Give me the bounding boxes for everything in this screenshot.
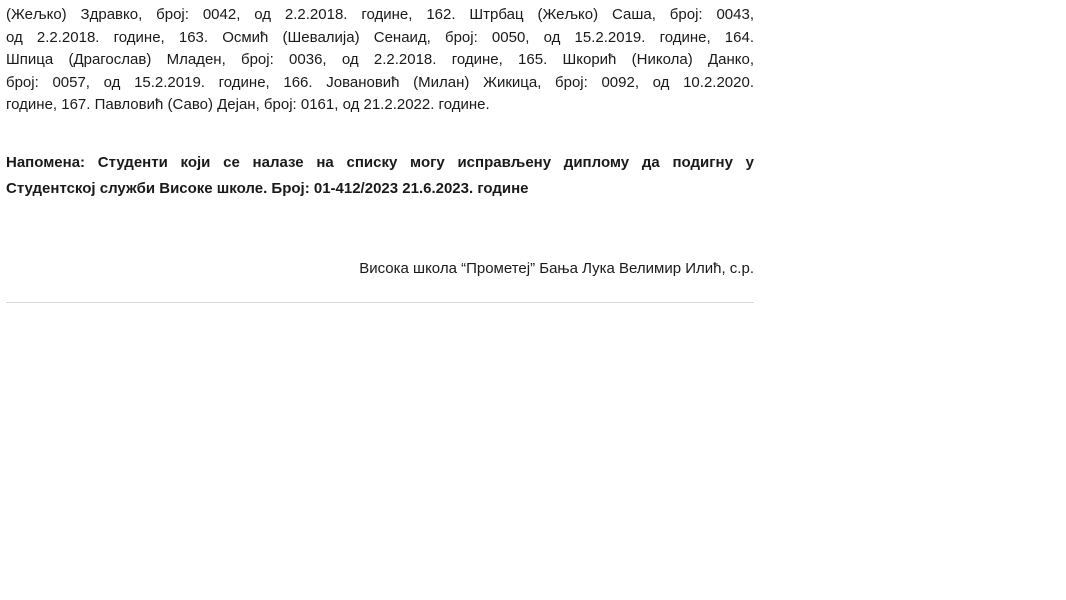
note-paragraph [6, 150, 754, 202]
paragraph-line: (Жељко) Здравко, број: 0042, од 2.2.2018. године, 162. Штрбац (Жељко) Саша, број: 0043, [6, 6, 754, 23]
signature: Висока школа “Прометеј” Бања Лука Велимир Илић, с.р. [359, 260, 754, 277]
note-line: Напомена: Студенти који се налазе на списку могу исправљену диплому да подигну у [6, 154, 754, 171]
list-paragraph [6, 4, 754, 117]
paragraph-line: године, 167. Павловић (Саво) Дејан, број: 0161, од 21.2.2022. године. [6, 96, 490, 113]
horizontal-divider [6, 302, 754, 303]
paragraph-line: Шпица (Драгослав) Младен, број: 0036, од 2.2.2018. године, 165. Шкорић (Никола) Данко, [6, 51, 754, 68]
paragraph-line: број: 0057, од 15.2.2019. године, 166. Јовановић (Милан) Жикица, број: 0092, од 10.2.2020. [6, 73, 754, 91]
paragraph-line: од 2.2.2018. године, 163. Осмић (Шевалија) Сенаид, број: 0050, од 15.2.2019. године, 164. [6, 28, 754, 46]
note-line: Студентској служби Високе школе. Број: 01-412/2023 21.6.2023. године [6, 180, 529, 197]
